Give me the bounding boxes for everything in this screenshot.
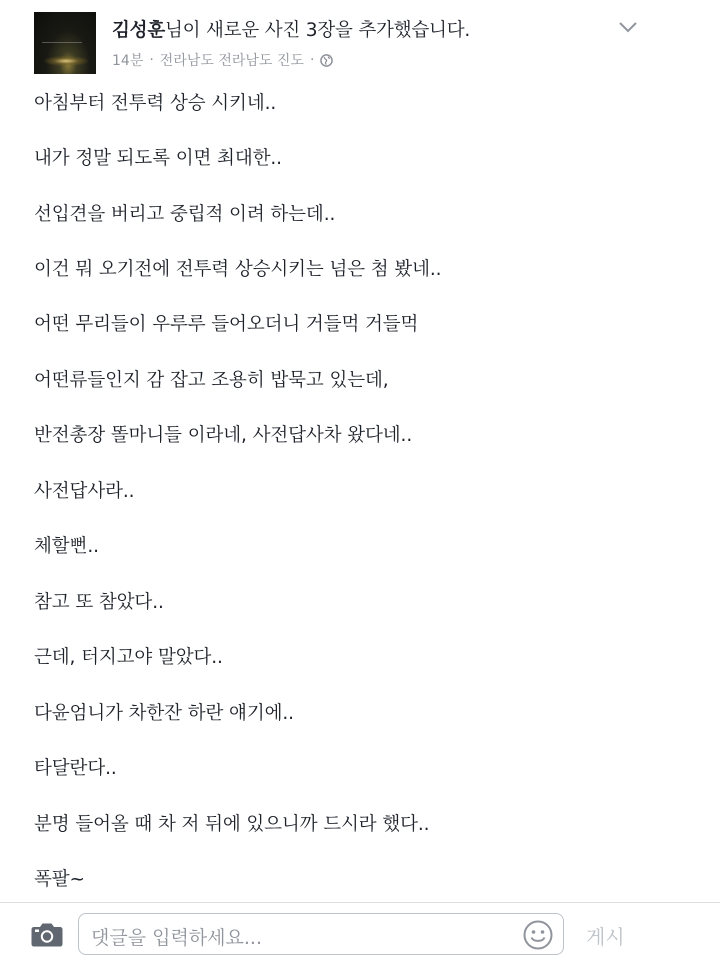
- post-line: 참고 또 참았다..: [34, 592, 164, 613]
- post-action-text: 님이 새로운 사진 3장을 추가했습니다.: [165, 20, 471, 41]
- post-line: 사전답사라..: [34, 481, 135, 502]
- post-line: 내가 정말 되도록 이면 최대한..: [34, 148, 282, 169]
- post-header: [0, 0, 720, 84]
- post-location[interactable]: 전라남도 전라남도 진도: [159, 53, 304, 69]
- post-line: 선입견을 버리고 중립적 이려 하는데..: [34, 204, 336, 225]
- post-line: 체할뻔..: [34, 536, 99, 557]
- globe-icon[interactable]: [320, 54, 333, 67]
- meta-separator: ·: [149, 52, 154, 68]
- post-title: [112, 16, 470, 42]
- post-line: 타달란다..: [34, 758, 117, 779]
- post-comment-button[interactable]: 게시: [586, 925, 625, 949]
- meta-separator-2: ·: [309, 52, 315, 68]
- post-meta: [112, 50, 333, 70]
- post-line: 이건 뭐 오기전에 전투력 상승시키는 넘은 첨 봤네..: [34, 259, 442, 280]
- author-name[interactable]: 김성훈: [112, 20, 166, 41]
- camera-icon[interactable]: [30, 920, 64, 948]
- chevron-down-icon[interactable]: [618, 20, 638, 34]
- post-line: 다윤엄니가 차한잔 하란 얘기에..: [34, 703, 294, 724]
- comment-placeholder: 댓글을 입력하세요...: [91, 927, 262, 949]
- post-line: 반전총장 똘마니들 이라네, 사전답사차 왔다네..: [34, 425, 413, 446]
- post-line: 근데, 터지고야 말았다..: [34, 647, 223, 668]
- smiley-icon[interactable]: [522, 919, 554, 951]
- comment-input[interactable]: [78, 913, 564, 955]
- post-line: 폭팔~: [34, 869, 85, 890]
- post-line: 어떤 무리들이 우루루 들어오더니 거들먹 거들먹: [34, 314, 419, 335]
- post-time[interactable]: 14분: [112, 53, 144, 69]
- author-avatar[interactable]: [34, 12, 96, 74]
- post-line: 아침부터 전투력 상승 시키네..: [34, 93, 277, 114]
- post-line: 어떤류들인지 감 잡고 조용히 밥묵고 있는데,: [34, 370, 389, 391]
- post-line: 분명 들어올 때 차 저 뒤에 있으니까 드시라 했다..: [34, 814, 430, 835]
